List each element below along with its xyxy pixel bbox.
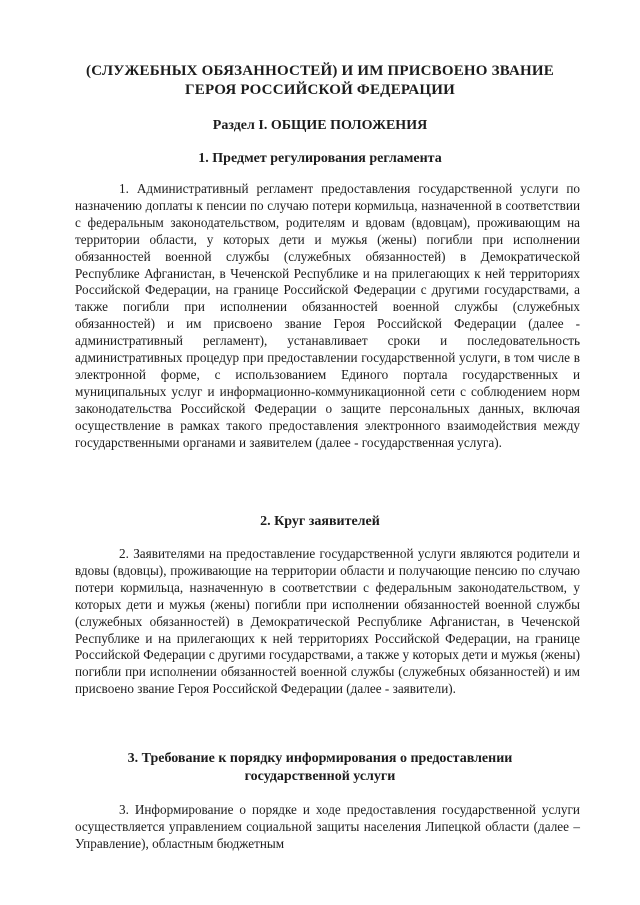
section-title: Раздел I. ОБЩИЕ ПОЛОЖЕНИЯ — [212, 118, 428, 133]
document-title: (СЛУЖЕБНЫХ ОБЯЗАННОСТЕЙ) И ИМ ПРИСВОЕНО ЗВАНИЕ ГЕРОЯ РОССИЙСКОЙ ФЕДЕРАЦИИ — [86, 63, 554, 98]
subsection-3-paragraph: 3. Информирование о порядке и ходе предоставления государственной услуги осуществляется управлением социальной защиты населения Липецкой области (далее – Управление), областным бюджетным — [75, 802, 580, 851]
subsection-3-heading-line2: государственной услуги — [244, 769, 396, 784]
subsection-3-heading-line1: 3. Требование к порядку информирования о предоставлении — [127, 751, 513, 766]
subsection-3-heading — [60, 750, 580, 786]
subsection-1-paragraph: 1. Административный регламент предоставления государственной услуги по назначению доплаты к пенсии по случаю потери кормильца, назначенной в соответствии с федеральным законодательством, родителям и вдовам (вдовцам), проживающим на территории области, у которых дети и мужья (жены) погибли при исполнении обязанностей военной службы (служебных обязанностей) в Демократической Республике Афганистан, в Чеченской Республике и на прилегающих к ней территориях Российской Федерации, на границе Российской Федерации с другими государствами, а также погибли при исполнении обязанностей военной службы (служебных обязанностей) и им присвоено звание Героя Российской Федерации (далее - административный регламент), устанавливает сроки и последовательность административных процедур при предоставлении государственной услуги, в том числе в электронной форме, с использованием Единого портала государственных и муниципальных услуг и информационно-коммуникационной сети с соблюдением норм законодательства Российской Федерации о защите персональных данных, включая осуществление в рамках такого предоставления электронного взаимодействия между государственными органами и заявителем (далее - государственная услуга). — [75, 181, 580, 450]
subsection-2-heading: 2. Круг заявителей — [260, 514, 380, 529]
subsection-2-paragraph: 2. Заявителями на предоставление государственной услуги являются родители и вдовы (вдовцы), проживающие на территории области и получающие пенсию по случаю потери кормильца, назначенную в соответствии с федеральным законодательством, у которых дети и мужья (жены) погибли при исполнении обязанностей военной службы (служебных обязанностей) в Демократической Республике Афганистан, в Чеченской Республике и на прилегающих к ней территориях Российской Федерации, на границе Российской Федерации с другими государствами, а также у которых дети и мужья (жены) погибли при исполнении обязанностей военной службы (служебных обязанностей) и им присвоено звание Героя Российской Федерации (далее - заявители). — [75, 546, 580, 697]
subsection-1-heading: 1. Предмет регулирования регламента — [198, 151, 442, 166]
